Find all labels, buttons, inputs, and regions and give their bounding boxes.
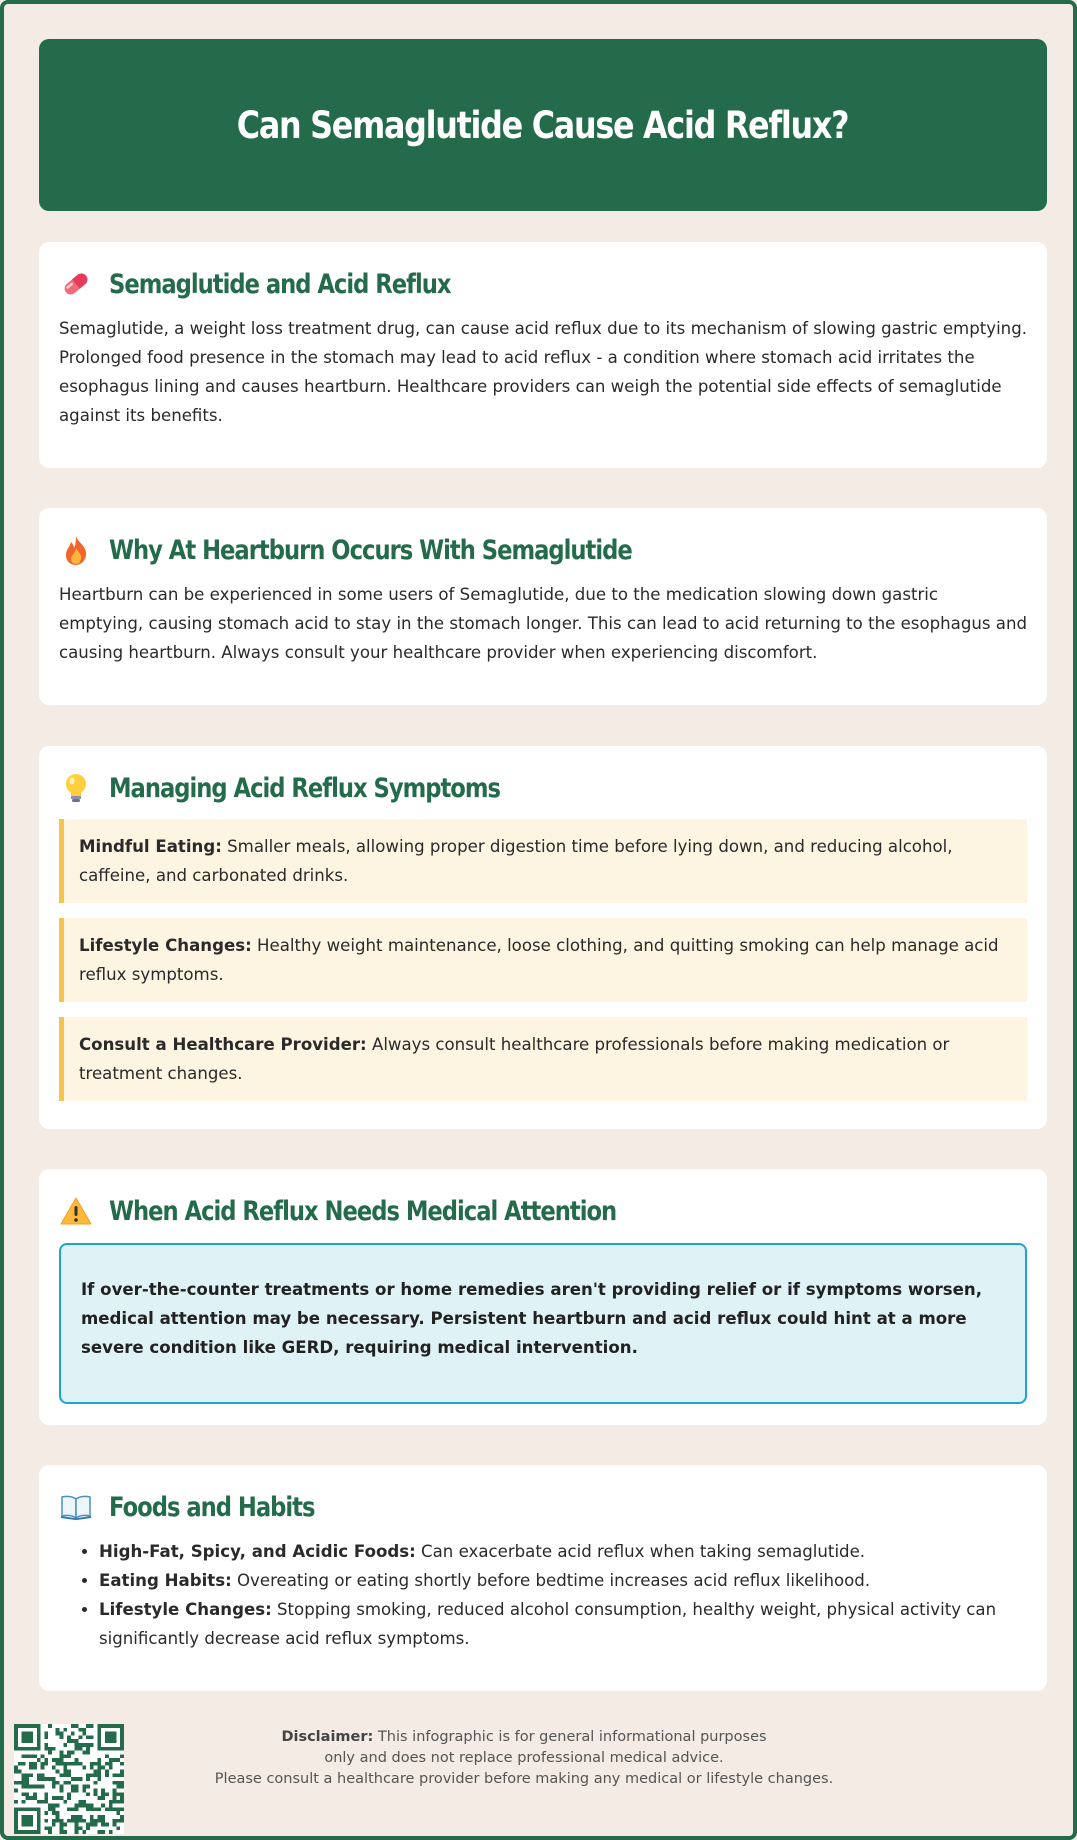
pill-icon (59, 267, 93, 301)
disclaimer-label: Disclaimer: (281, 1729, 374, 1745)
section-title: Why At Heartburn Occurs With Semaglutide (109, 534, 632, 566)
section-card-managing-symptoms (39, 746, 1047, 1129)
section-card-medical-attention (39, 1169, 1047, 1425)
section-header (59, 264, 1027, 304)
section-header (59, 768, 1027, 808)
section-title: Semaglutide and Acid Reflux (109, 268, 451, 300)
item-label: Lifestyle Changes: (99, 1600, 272, 1619)
section-text: Heartburn can be experienced in some users of Semaglutide, due to the medication slowing down gastric emptying, causing stomach acid to stay in the stomach longer. This can lead to acid returning to the esophagus and causing heartburn. Always consult your healthcare provider when experiencing discomfort. (59, 585, 1028, 662)
qr-code[interactable] (14, 1724, 124, 1834)
disclaimer (204, 1727, 844, 1790)
item-label: High-Fat, Spicy, and Acidic Foods: (99, 1542, 416, 1561)
disclaimer-line1: This infographic is for general informational purposes (373, 1729, 767, 1745)
list-item (99, 1566, 1027, 1595)
item-text: Stopping smoking, reduced alcohol consumption, healthy weight, physical activity can significantly decrease acid reflux symptoms. (99, 1600, 997, 1648)
disclaimer-line2: only and does not replace professional medical advice. (324, 1750, 724, 1766)
item-text: Can exacerbate acid reflux when taking semaglutide. (415, 1542, 866, 1561)
tip-lifestyle-changes (59, 918, 1027, 1002)
item-text: Overeating or eating shortly before bedtime increases acid reflux likelihood. (231, 1571, 871, 1590)
tip-consult-provider (59, 1017, 1027, 1101)
section-title: When Acid Reflux Needs Medical Attention (109, 1195, 617, 1227)
section-card-why-heartburn (39, 508, 1047, 705)
fire-icon (59, 533, 93, 567)
section-header (59, 1487, 1027, 1527)
section-title: Managing Acid Reflux Symptoms (109, 772, 500, 804)
tip-mindful-eating (59, 819, 1027, 903)
page-header (39, 39, 1047, 211)
section-header (59, 530, 1027, 570)
section-title: Foods and Habits (109, 1491, 315, 1523)
habits-list (59, 1537, 1027, 1653)
page-title: Can Semaglutide Cause Acid Reflux? (237, 103, 849, 147)
section-header (59, 1191, 1027, 1231)
tip-text: Healthy weight maintenance, loose clothing, and quitting smoking can help manage acid reflux symptoms. (79, 936, 999, 984)
medical-alert-box: If over-the-counter treatments or home remedies aren't providing relief or if symptoms worsen, medical attention may be necessary. Persistent heartburn and acid reflux could hint at a more severe condition like GERD, requiring medical intervention. (59, 1243, 1027, 1404)
tip-text: Always consult healthcare professionals before making medication or treatment changes. (79, 1035, 950, 1083)
warning-icon (59, 1194, 93, 1228)
tip-text: Smaller meals, allowing proper digestion time before lying down, and reducing alcohol, caffeine, and carbonated drinks. (79, 837, 953, 885)
section-text: Semaglutide, a weight loss treatment drug, can cause acid reflux due to its mechanism of slowing gastric emptying. Prolonged food presence in the stomach may lead to acid reflux - a condition where stomach acid irritates the esophagus lining and causes heartburn. Healthcare providers can weigh the potential side effects of semaglutide against its benefits. (59, 319, 1028, 425)
tip-label: Consult a Healthcare Provider: (79, 1035, 367, 1054)
item-label: Eating Habits: (99, 1571, 232, 1590)
tips-list (59, 819, 1027, 1101)
section-card-foods-habits (39, 1465, 1047, 1691)
section-card-semaglutide-acid-reflux (39, 242, 1047, 468)
lightbulb-icon (59, 771, 93, 805)
list-item (99, 1537, 1027, 1566)
list-item (99, 1595, 1027, 1653)
tip-label: Lifestyle Changes: (79, 936, 252, 955)
tip-label: Mindful Eating: (79, 837, 222, 856)
disclaimer-line3: Please consult a healthcare provider before making any medical or lifestyle changes. (214, 1771, 834, 1787)
book-icon (59, 1490, 93, 1524)
